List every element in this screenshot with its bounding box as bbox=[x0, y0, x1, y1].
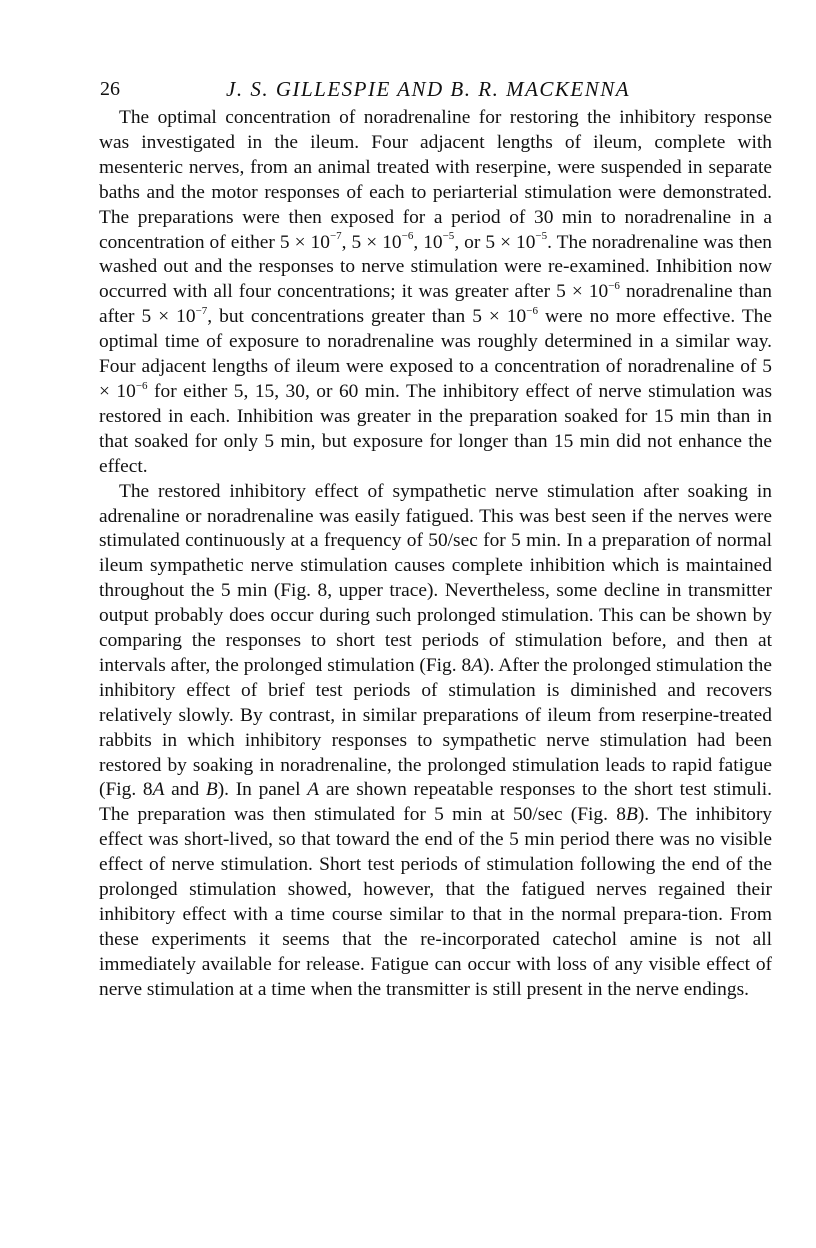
panel-letter: B bbox=[205, 779, 218, 801]
exponent: −7 bbox=[195, 304, 208, 317]
exponent: −7 bbox=[329, 230, 342, 243]
exponent: −6 bbox=[135, 379, 148, 392]
page-number: 26 bbox=[100, 78, 120, 100]
text-run: are shown repeatable responses to the short test stimuli. The preparation was then stimulated for 5 min at 50/sec (Fig. 8 bbox=[99, 779, 772, 826]
text-run: ). The inhibitory effect was short-lived, so that toward the end of the 5 min period there was no visible effect of nerve stimulation. Short test periods of stimulation following the end of the prolonged stimulation showed, however, that the fatigued nerves regained their inhibitory effect with a time course similar to that in the normal prepara-tion. From these experiments it seems that the re-incorporated catechol amine is not all immediately available for release. Fatigue can occur with loss of any visible effect of nerve stimulation at a time when the transmitter is still present in the nerve endings. bbox=[99, 804, 773, 1000]
exponent: −6 bbox=[608, 279, 620, 292]
text-run: , 5 × 10 bbox=[341, 231, 402, 253]
text-run: for either 5, 15, 30, or 60 min. The inhibitory effect of nerve stimulation was restored in each. Inhibition was greater in the preparation soaked for 15 min than in that soaked for only 5 min, but exposure for longer than 15 min did not enhance the effect. bbox=[99, 380, 772, 477]
text-run: noradrenaline than after 5 × 10 bbox=[99, 281, 773, 328]
page-header bbox=[100, 72, 772, 106]
text-run: and bbox=[164, 779, 206, 801]
panel-letter: B bbox=[625, 804, 638, 826]
text-run: The restored inhibitory effect of sympathetic nerve stimulation after soaking in adrenaline or noradrenaline was easily fatigued. This was best seen if the nerves were stimulated continuously at a frequency of 50/sec for 5 min. In a preparation of normal ileum sympathetic nerve stimulation causes complete inhibition which is maintained throughout the 5 min (Fig. 8, upper trace). Nevertheless, some decline in transmitter output probably does occur during such prolonged stimulation. This can be shown by comparing the responses to short test periods of stimulation before, and then at intervals after, the prolonged stimulation (Fig. 8 bbox=[99, 480, 772, 676]
exponent: −6 bbox=[526, 304, 538, 317]
body-text bbox=[99, 106, 772, 1003]
exponent: −6 bbox=[401, 230, 414, 243]
text-run: ). After the prolonged stimulation the inhibitory effect of brief test periods of stimulation is diminished and recovers relatively slowly. By contrast, in similar preparations of ileum from reserpine-treated rabbits in which inhibitory responses to sympathetic nerve stimulation had been restored by soaking in noradrenaline, the prolonged stimulation leads to rapid fatigue (Fig. 8 bbox=[99, 654, 772, 801]
paragraph-optimal-concentration bbox=[99, 106, 772, 480]
text-run: were no more effective. The optimal time of exposure to noradrenaline was roughly determined in a similar way. Four adjacent lengths of ileum were exposed to a concentration of noradrenaline of 5 × 10 bbox=[99, 306, 772, 402]
exponent: −5 bbox=[442, 230, 455, 243]
exponent: −5 bbox=[535, 230, 548, 243]
text-run: . The noradrenaline was then washed out and the responses to nerve stimulation were re-examined. Inhibition now occurred with all four concentrations; it was greater after 5 × 10 bbox=[99, 231, 772, 303]
text-run: , but concentrations greater than 5 × 10 bbox=[207, 306, 527, 328]
panel-letter: A bbox=[152, 779, 165, 801]
running-head: J. S. GILLESPIE AND B. R. MACKENNA bbox=[226, 77, 631, 101]
text-run: The optimal concentration of noradrenaline for restoring the inhibitory response was investigated in the ileum. Four adjacent lengths of ileum, complete with mesenteric nerves, from an animal treated with reserpine, were suspended in separate baths and the motor responses of each to periarterial stimulation were demonstrated. The preparations were then exposed for a period of 30 min to noradrenaline in a concentration of either 5 × 10 bbox=[99, 107, 772, 253]
text-run: , 10 bbox=[413, 231, 443, 253]
paragraph-fatigue bbox=[99, 480, 772, 1003]
panel-letter: A bbox=[307, 779, 320, 801]
text-run: , or 5 × 10 bbox=[454, 231, 536, 253]
text-run: ). In panel bbox=[217, 779, 308, 801]
panel-letter: A bbox=[471, 654, 484, 676]
